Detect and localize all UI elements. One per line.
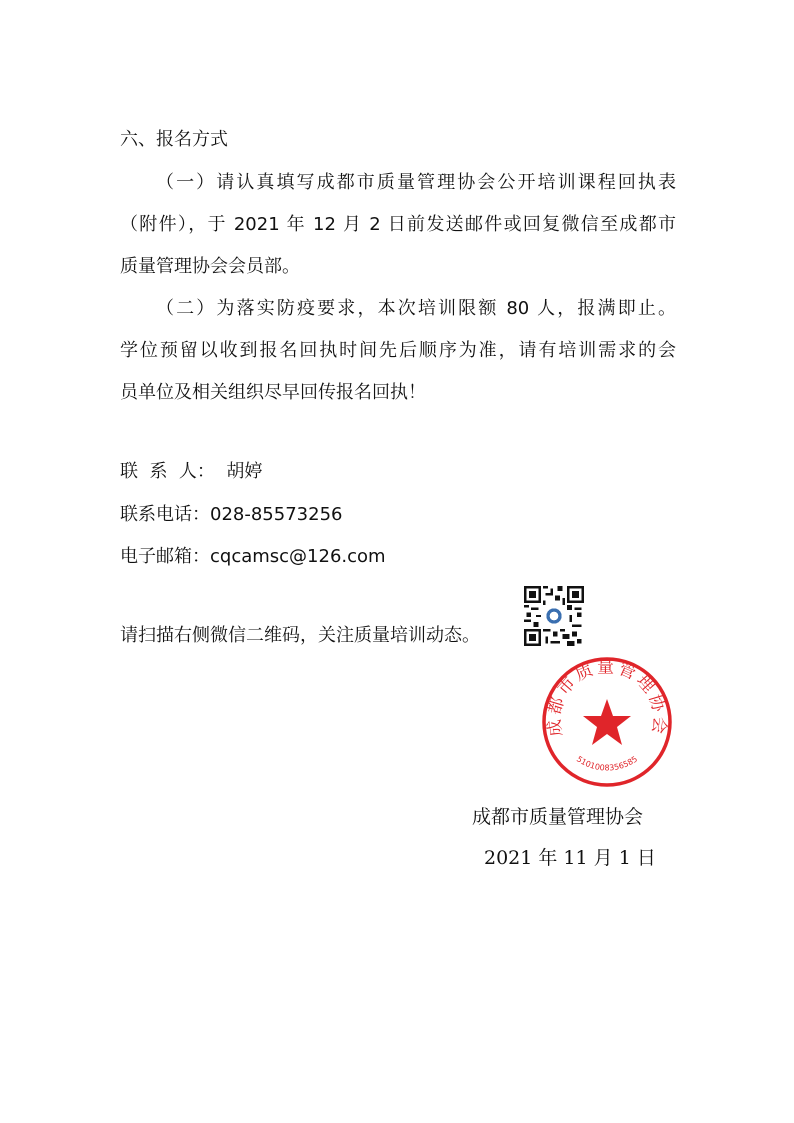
signature-organization: 成都市质量管理协会 <box>472 806 644 828</box>
paragraph-line: （二）为落实防疫要求，本次培训限额 80 人，报满即止。 <box>156 298 676 319</box>
paragraph-line: 员单位及相关组织尽早回传报名回执！ <box>120 382 426 403</box>
contact-phone: 联系电话：028-85573256 <box>120 504 343 525</box>
signature-date: 2021 年 11 月 1 日 <box>484 847 656 869</box>
section-heading: 六、报名方式 <box>120 129 228 150</box>
paragraph-line: （附件），于 2021 年 12 月 2 日前发送邮件或回复微信至成都市 <box>120 214 676 235</box>
paragraph-line: （一）请认真填写成都市质量管理协会公开培训课程回执表 <box>156 172 676 193</box>
seal-code: 5101008356585 <box>574 754 640 773</box>
contact-person: 联 系 人： 胡婷 <box>120 461 263 482</box>
seal-arc-text: 成都市质量管理协会 <box>544 657 670 738</box>
contact-email: 电子邮箱：cqcamsc@126.com <box>120 546 386 567</box>
svg-text:5101008356585 <box>575 754 639 772</box>
paragraph-line: 质量管理协会会员部。 <box>120 256 300 277</box>
official-seal <box>540 655 674 789</box>
paragraph-line: 学位预留以收到报名回执时间先后顺序为准，请有培训需求的会 <box>120 340 676 361</box>
wechat-qr-code <box>523 586 585 646</box>
qr-prompt: 请扫描右侧微信二维码，关注质量培训动态。 <box>120 625 480 646</box>
